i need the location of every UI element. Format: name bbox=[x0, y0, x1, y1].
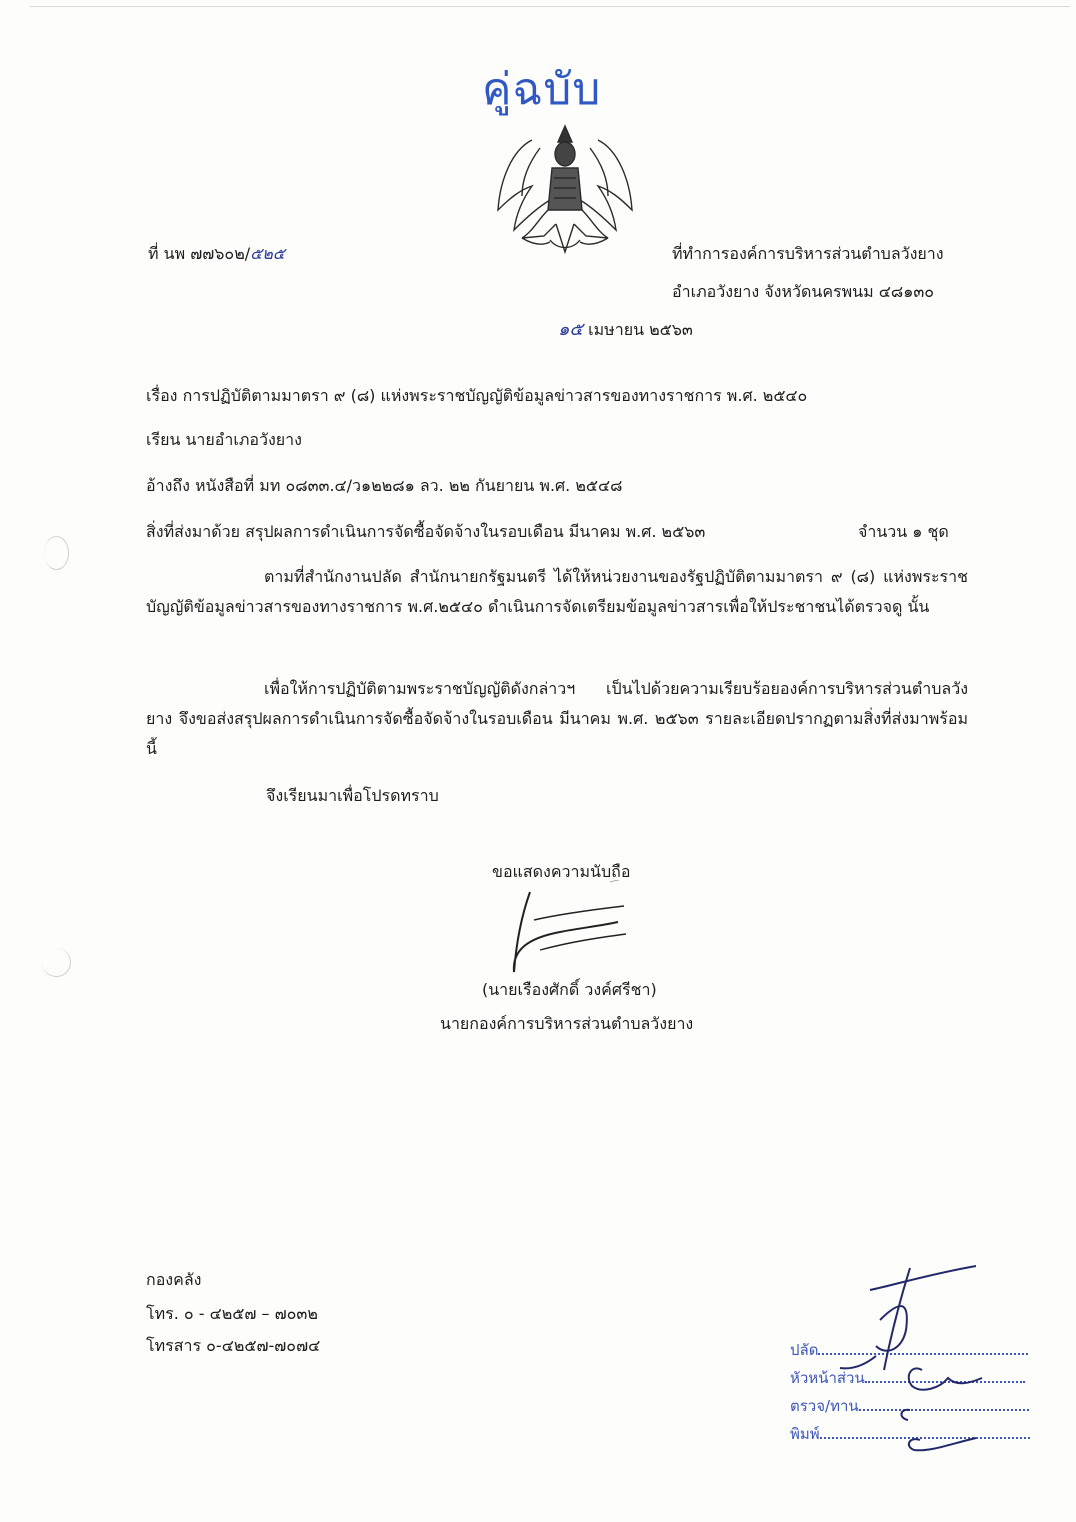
footer-fax: โทรสาร ๐-๔๒๕๗-๗๐๗๔ bbox=[146, 1336, 321, 1355]
document-number bbox=[148, 244, 285, 264]
initials-row-deputy: ปลัด bbox=[790, 1336, 1030, 1364]
handwritten-initials-icon bbox=[780, 1260, 990, 1490]
punch-hole-bottom bbox=[42, 948, 71, 977]
document-number-handwritten: ๕๒๕ bbox=[250, 244, 285, 263]
document-number-prefix: ที่ นพ ๗๗๖๐๒/ bbox=[148, 244, 251, 263]
initials-row-review: ตรวจ/ทาน bbox=[790, 1392, 1030, 1420]
closing-line: จึงเรียนมาเพื่อโปรดทราบ bbox=[266, 786, 439, 805]
initials-row-head: หัวหน้าส่วน bbox=[790, 1364, 1030, 1392]
signature-icon bbox=[500, 880, 630, 980]
subject-line: เรื่อง การปฏิบัติตามมาตรา ๙ (๘) แห่งพระราชบัญญัติข้อมูลข่าวสารของทางราชการ พ.ศ. ๒๕๔๐ bbox=[146, 386, 808, 405]
office-address-line2: อำเภอวังยาง จังหวัดนครพนม ๔๘๑๓๐ bbox=[672, 282, 935, 301]
body-paragraph-2: เพื่อให้การปฏิบัติตามพระราชบัญญัติดังกล่าวฯ เป็นไปด้วยความเรียบร้อยองค์การบริหารส่วนตำบลวังยาง จึงขอส่งสรุปผลการดำเนินการจัดซื้อจัดจ้างในรอบเดือน มีนาคม พ.ศ. ๒๕๖๓ รายละเอียดปรากฏตามสิ่งที่ส่งมาพร้อมนี้ bbox=[146, 679, 968, 758]
body-paragraph-1: ตามที่สำนักงานปลัด สำนักนายกรัฐมนตรี ได้ให้หน่วยงานของรัฐปฏิบัติตามมาตรา ๙ (๘) แห่งพระราชบัญญัติข้อมูลข่าวสารของทางราชการ พ.ศ.๒๕๔๐ ดำเนินการจัดเตรียมข้อมูลข่าวสารเพื่อให้ประชาชนได้ตรวจดู นั้น bbox=[146, 567, 968, 616]
office-address-line1: ที่ทำการองค์การบริหารส่วนตำบลวังยาง bbox=[672, 244, 944, 263]
copy-stamp: คู่ฉบับ bbox=[482, 64, 602, 115]
date-day-handwritten: ๑๕ bbox=[558, 319, 584, 340]
initials-row-typist: พิมพ์ bbox=[790, 1420, 1030, 1448]
regards-line: ขอแสดงความนับถือ bbox=[492, 862, 631, 881]
garuda-emblem-icon bbox=[492, 120, 638, 260]
document-date bbox=[558, 320, 693, 340]
signer-position: นายกองค์การบริหารส่วนตำบลวังยาง bbox=[440, 1014, 694, 1033]
signer-name: (นายเรืองศักดิ์ วงค์ศรีชา) bbox=[482, 980, 657, 999]
footer-department: กองคลัง bbox=[146, 1270, 202, 1289]
footer-phone: โทร. ๐ - ๔๒๕๗ – ๗๐๓๒ bbox=[146, 1304, 318, 1323]
punch-hole-top bbox=[44, 536, 69, 570]
enclosure-line: สิ่งที่ส่งมาด้วย สรุปผลการดำเนินการจัดซื้อจัดจ้างในรอบเดือน มีนาคม พ.ศ. ๒๕๖๓ bbox=[146, 522, 706, 541]
page-edge bbox=[30, 6, 1070, 7]
reference-line: อ้างถึง หนังสือที่ มท ๐๘๓๓.๔/ว๑๒๒๘๑ ลว. ๒๒ กันยายน พ.ศ. ๒๕๔๘ bbox=[146, 476, 623, 495]
date-month-year: เมษายน ๒๕๖๓ bbox=[583, 320, 693, 339]
recipient-line: เรียน นายอำเภอวังยาง bbox=[146, 430, 302, 449]
enclosure-quantity: จำนวน ๑ ชุด bbox=[858, 522, 949, 541]
